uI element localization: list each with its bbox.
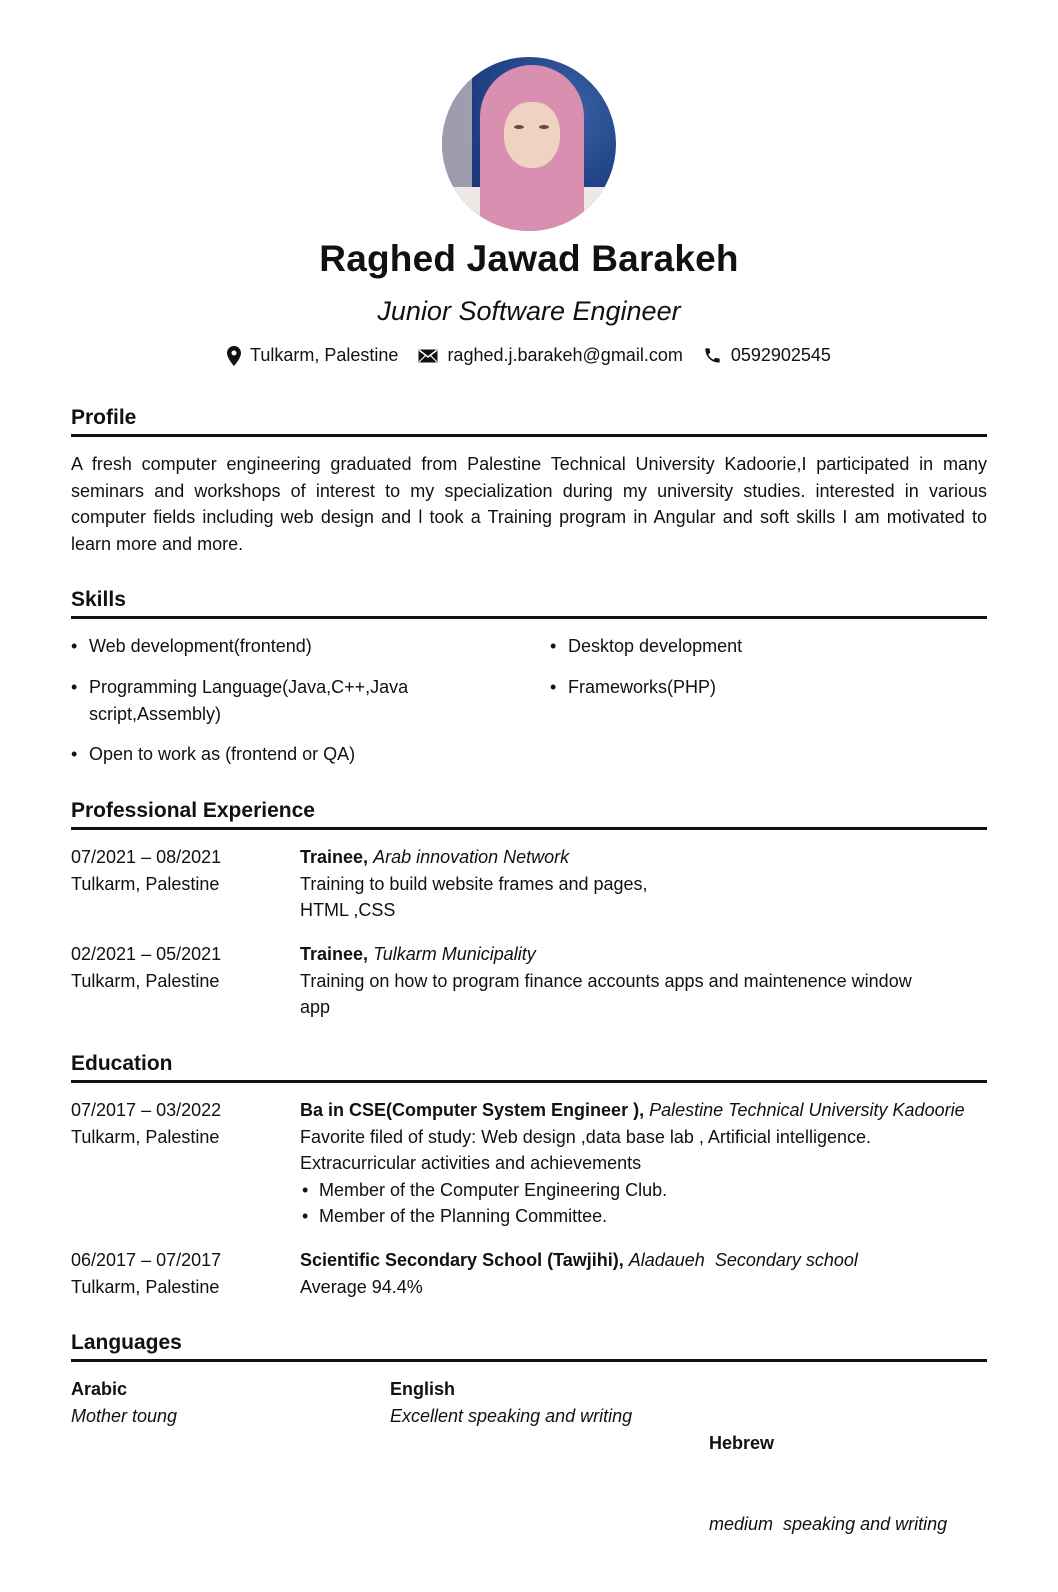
entry-description: Training on how to program finance accounts apps and maintenence window <box>300 970 912 991</box>
language-item <box>71 1376 177 1430</box>
entry-dates: 06/2017 – 07/2017 <box>71 1250 222 1270</box>
entry-description: HTML ,CSS <box>300 900 396 920</box>
entry-description: Extracurricular activities and achievements <box>300 1153 642 1173</box>
entry-degree: Scientific Secondary School (Tawjihi), <box>300 1250 624 1270</box>
contact-location <box>227 345 398 366</box>
language-name: English <box>390 1379 456 1399</box>
phone-icon <box>703 346 722 365</box>
entry-location: Tulkarm, Palestine <box>71 970 220 991</box>
entry-role: Trainee, <box>300 847 369 867</box>
profile-photo <box>442 57 616 231</box>
language-item <box>709 1376 947 1592</box>
entry-dates: 07/2017 – 03/2022 <box>71 1100 222 1120</box>
entry-organization: Arab innovation Network <box>373 847 570 867</box>
envelope-icon <box>418 349 438 363</box>
entry-description: Average 94.4% <box>300 1276 423 1297</box>
section-heading-profile: Profile <box>71 406 137 429</box>
experience-entry <box>71 844 987 924</box>
skill-item: • Programming Language(Java,C++,Java script,Assembly) <box>71 674 451 728</box>
skill-item: • Desktop development <box>550 633 970 660</box>
section-divider <box>71 1359 987 1362</box>
skill-item: • Frameworks(PHP) <box>550 674 970 701</box>
entry-description: app <box>300 997 331 1017</box>
experience-entry <box>71 941 987 1021</box>
job-title: Junior Software Engineer <box>377 296 681 326</box>
achievements-list <box>300 1177 1000 1230</box>
entry-organization: Tulkarm Municipality <box>373 944 536 964</box>
contact-email[interactable] <box>418 345 682 366</box>
language-level: Excellent speaking and writing <box>390 1406 633 1426</box>
section-heading-skills: Skills <box>71 588 126 611</box>
section-heading-languages: Languages <box>71 1331 182 1354</box>
language-name: Hebrew <box>709 1433 775 1453</box>
entry-dates: 02/2021 – 05/2021 <box>71 944 222 964</box>
education-entry <box>71 1247 987 1302</box>
section-divider <box>71 434 987 437</box>
phone-text[interactable]: 0592902545 <box>730 345 831 365</box>
contact-info <box>0 345 1058 366</box>
achievement-item: • Member of the Computer Engineering Club. <box>300 1177 1000 1204</box>
section-divider <box>71 1080 987 1083</box>
section-divider <box>71 827 987 830</box>
entry-location: Tulkarm, Palestine <box>71 873 220 894</box>
entry-degree: Ba in CSE(Computer System Engineer ), <box>300 1100 645 1120</box>
language-level: Mother toung <box>71 1406 178 1426</box>
entry-school: Palestine Technical University Kadoorie <box>649 1100 965 1120</box>
achievement-item: • Member of the Planning Committee. <box>300 1203 1000 1230</box>
candidate-name: Raghed Jawad Barakeh <box>319 238 739 279</box>
entry-location: Tulkarm, Palestine <box>71 1126 220 1147</box>
section-divider <box>71 616 987 619</box>
section-heading-experience: Professional Experience <box>71 799 315 822</box>
entry-role: Trainee, <box>300 944 369 964</box>
education-entry <box>71 1097 987 1232</box>
entry-description: Training to build website frames and pages, <box>300 873 648 894</box>
map-pin-icon <box>227 346 241 366</box>
skill-item: • Web development(frontend) <box>71 633 451 660</box>
contact-phone[interactable] <box>703 345 831 366</box>
entry-school: Aladaueh Secondary school <box>628 1250 858 1270</box>
section-heading-education: Education <box>71 1052 173 1075</box>
entry-description: Favorite filed of study: Web design ,data base lab , Artificial intelligence. <box>300 1126 871 1147</box>
email-link[interactable]: raghed.j.barakeh@gmail.com <box>447 345 683 365</box>
entry-location: Tulkarm, Palestine <box>71 1276 220 1297</box>
entry-dates: 07/2021 – 08/2021 <box>71 847 222 867</box>
language-item <box>390 1376 632 1430</box>
location-text: Tulkarm, Palestine <box>250 345 399 365</box>
language-name: Arabic <box>71 1379 128 1399</box>
skill-item: • Open to work as (frontend or QA) <box>71 741 451 768</box>
profile-summary: A fresh computer engineering graduated from Palestine Technical University Kadoorie,I participated in many seminars and workshops of interest to my specialization during my university studies. interested in various computer fields including web design and l took a Training program in Angular and soft skills I am motivated to learn more and more. <box>71 454 987 554</box>
language-level: medium speaking and writing <box>709 1514 948 1534</box>
